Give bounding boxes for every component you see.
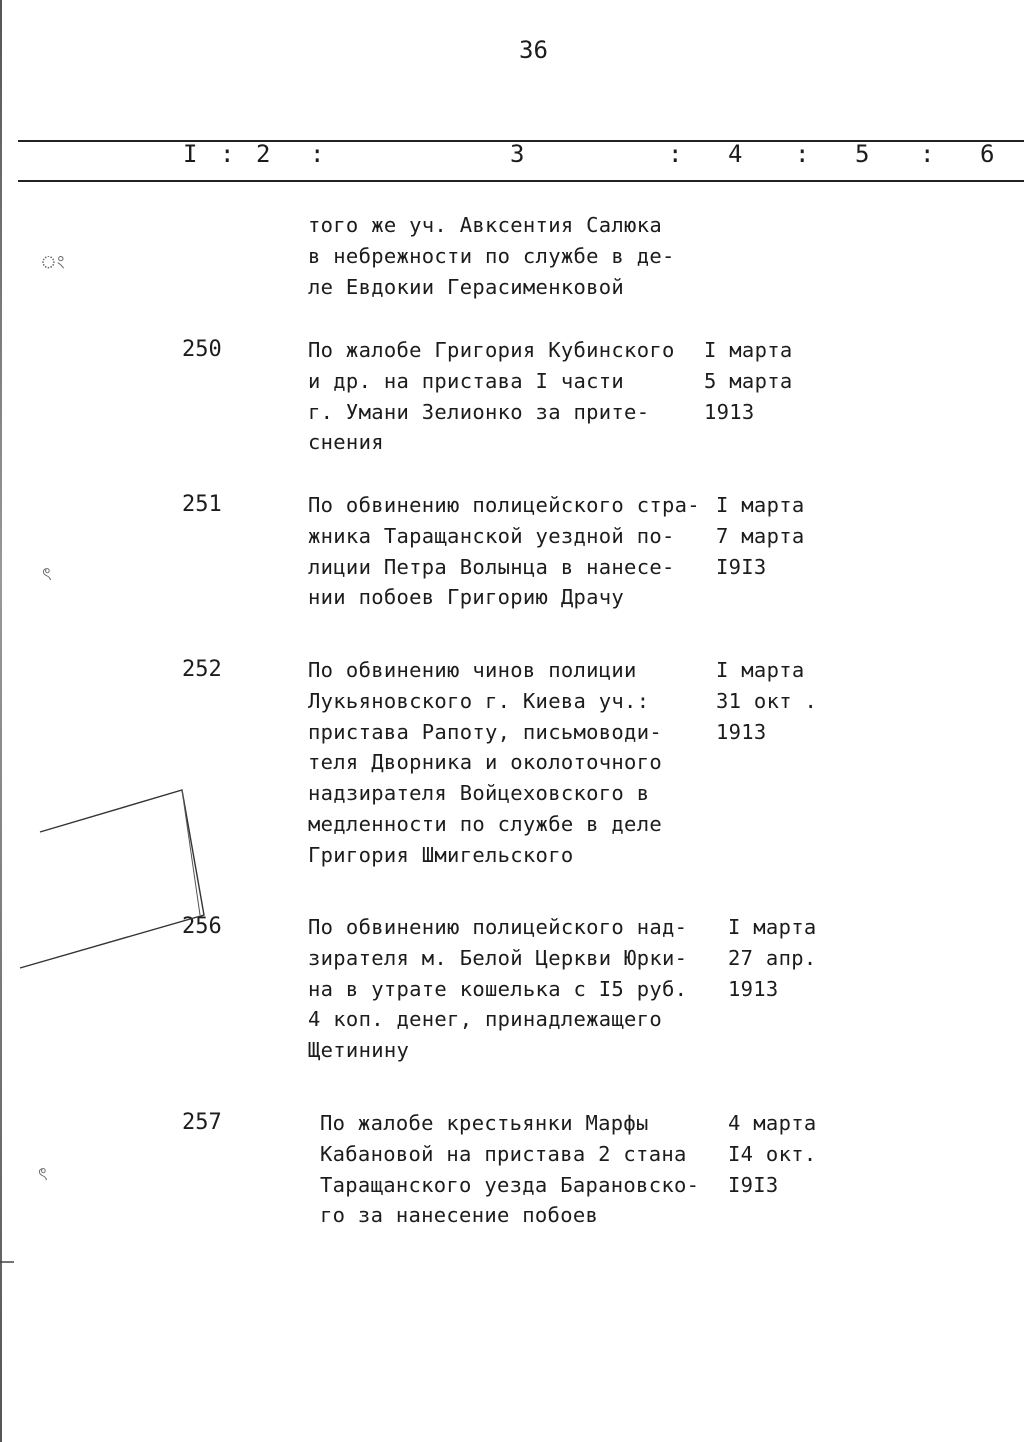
description-line: в небрежности по службе в де- [308,243,675,268]
description-line: По обвинению полицейского над- [308,915,688,939]
description-line: медленности по службе в деле [308,811,662,836]
description-line: снения [308,430,384,455]
column-header-2: 2 [256,140,271,168]
entry-number: 256 [182,914,222,939]
date-end: I4 окт. [728,1141,817,1166]
description-line: жника Таращанской уездной по- [308,523,675,548]
description-line: Щетинину [308,1038,410,1063]
entry-number: 257 [182,1110,222,1135]
description-line: теля Дворника и околоточного [308,750,662,775]
scan-speck-icon: ৎ [38,1164,48,1185]
date-end: 5 марта [704,368,793,393]
date-year: 1913 [704,399,755,424]
description-line: надзирателя Войцеховского в [308,781,650,806]
description-line: По жалобе крестьянки Марфы [320,1111,649,1135]
description-line: 4 коп. денег, принадлежащего [308,1007,662,1032]
description-line: По обвинению полицейского стра- [308,493,700,517]
date-start: I марта [716,493,805,517]
column-separator: : [920,140,935,168]
description-line: г. Умани Зелионко за прите- [308,399,650,424]
description-line: пристава Рапоту, письмоводи- [308,719,662,744]
scan-speck-icon: ৎ [42,564,52,585]
column-header-4: 4 [728,140,743,168]
description-line: Григория Шмигельского [308,842,574,867]
date-year: 1913 [716,719,767,744]
description-line: Кабановой на пристава 2 стана [320,1141,687,1166]
description-line: нии побоев Григорию Драчу [308,585,625,610]
date-end: 7 марта [716,523,805,548]
column-header-3: 3 [510,140,525,168]
entry-number: 252 [182,657,222,682]
description-line: ле Евдокии Герасименковой [308,274,625,299]
description-line: на в утрате кошелька с I5 руб. [308,976,688,1001]
column-header-6: 6 [980,140,995,168]
description-line: лиции Петра Волынца в нанесе- [308,554,675,579]
entry-number: 250 [182,337,222,362]
description-line: и др. на пристава I части [308,368,625,393]
date-year: I9I3 [728,1172,779,1197]
description-line: зирателя м. Белой Церкви Юрки- [308,945,688,970]
column-separator: : [795,140,810,168]
date-start: I марта [704,338,793,362]
page-number: 36 [519,36,548,64]
entry-number: 251 [182,492,222,517]
description-line: Лукьяновского г. Киева уч.: [308,688,650,713]
date-end: 31 окт . [716,688,818,713]
date-year: I9I3 [716,554,767,579]
column-separator: : [220,140,235,168]
description-line: того же уч. Авксентия Салюка [308,213,662,237]
column-header-5: 5 [855,140,870,168]
description-line: По жалобе Григория Кубинского [308,338,675,362]
description-line: Таращанского уезда Барановско- [320,1172,700,1197]
date-start: I марта [716,658,805,682]
scan-speck-icon: ং [40,252,65,273]
date-start: I марта [728,915,817,939]
column-separator: : [668,140,683,168]
date-start: 4 марта [728,1111,817,1135]
description-line: го за нанесение побоев [320,1203,599,1228]
column-header-I: I [183,140,198,168]
date-end: 27 апр. [728,945,817,970]
description-line: По обвинению чинов полиции [308,658,637,682]
column-separator: : [310,140,325,168]
date-year: 1913 [728,976,779,1001]
